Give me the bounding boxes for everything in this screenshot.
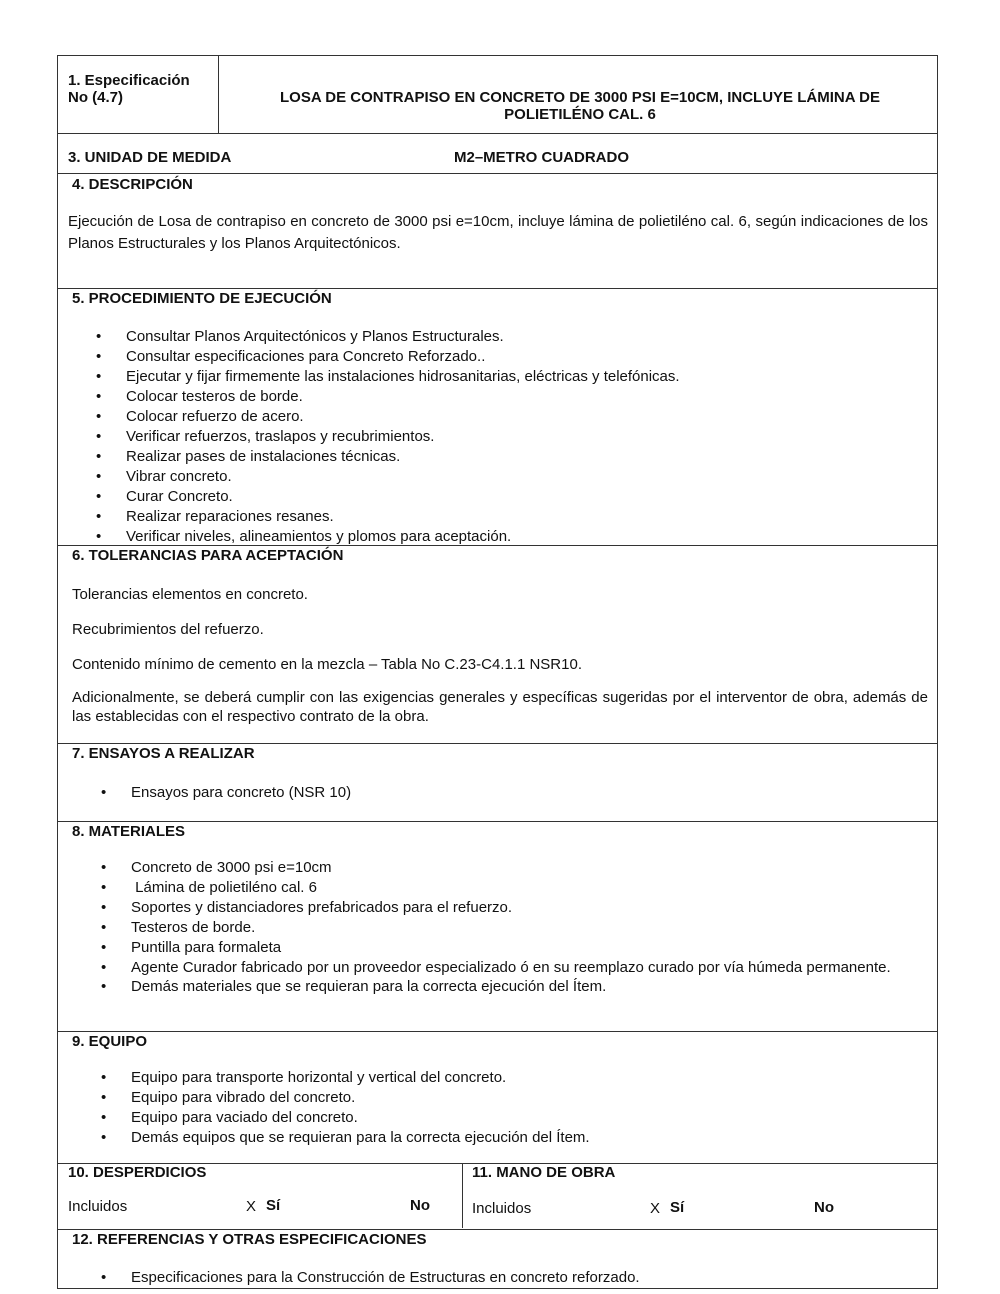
list-item: • Ejecutar y fijar firmemente las instalaciones hidrosanitarias, eléctricas y telefónicas. (96, 368, 680, 385)
tests-header: 7. ENSAYOS A REALIZAR (72, 745, 255, 762)
list-item: • Puntilla para formaleta (101, 939, 282, 956)
list-item: • Curar Concreto. (96, 488, 233, 505)
references-header: 12. REFERENCIAS Y OTRAS ESPECIFICACIONES (72, 1231, 427, 1248)
list-item: • Equipo para vibrado del concreto. (101, 1089, 356, 1106)
specification-sheet (57, 55, 938, 1289)
waste-labor-row (57, 1164, 938, 1230)
materials-section (57, 822, 938, 1032)
list-item: • Verificar refuerzos, traslapos y recubrimientos. (96, 428, 435, 445)
materials-header: 8. MATERIALES (72, 823, 186, 840)
labor-checkbox-mark[interactable]: X (650, 1200, 661, 1217)
list-item: • Verificar niveles, alineamientos y plomos para aceptación. (96, 528, 512, 545)
references-list (101, 1268, 931, 1288)
tolerances-text-2: Recubrimientos del refuerzo. (72, 621, 264, 638)
tests-section (57, 744, 938, 822)
list-item: • Vibrar concreto. (96, 468, 232, 485)
tests-list (101, 783, 931, 803)
labor-cell (464, 1164, 937, 1228)
waste-checkbox-mark[interactable]: X (246, 1198, 257, 1215)
equipment-section (57, 1032, 938, 1164)
description-text: Ejecución de Losa de contrapiso en concreto de 3000 psi e=10cm, incluye lámina de polietiléno cal. 6, según indicaciones de los Planos Estructurales y los Planos Arquitectónicos. (68, 213, 928, 252)
waste-cell (58, 1164, 463, 1228)
labor-no-option[interactable]: No (814, 1199, 834, 1216)
list-item: • Especificaciones para la Construcción de Estructuras en concreto reforzado. (101, 1269, 640, 1286)
equipment-list (101, 1068, 928, 1148)
spec-number-cell (58, 56, 219, 133)
unit-row (57, 134, 938, 174)
description-header: 4. DESCRIPCIÓN (72, 176, 193, 193)
tolerances-text-3: Contenido mínimo de cemento en la mezcla – Tabla No C.23-C4.1.1 NSR10. (72, 656, 582, 673)
list-item: • Lámina de polietiléno cal. 6 (101, 879, 317, 896)
spec-row (57, 55, 938, 134)
description-section (57, 174, 938, 289)
list-item: • Equipo para transporte horizontal y vertical del concreto. (101, 1069, 507, 1086)
list-item: • Demás materiales que se requieran para la correcta ejecución del Ítem. (101, 978, 607, 995)
waste-included-label: Incluidos (68, 1198, 128, 1215)
procedure-section (57, 289, 938, 546)
list-item: • Testeros de borde. (101, 919, 256, 936)
labor-included-label: Incluidos (472, 1200, 532, 1217)
procedure-header: 5. PROCEDIMIENTO DE EJECUCIÓN (72, 290, 332, 307)
list-item: • Concreto de 3000 psi e=10cm (101, 859, 332, 876)
procedure-list (96, 327, 926, 547)
labor-header: 11. MANO DE OBRA (472, 1164, 616, 1181)
spec-title: LOSA DE CONTRAPISO EN CONCRETO DE 3000 PSI E=10CM, INCLUYE LÁMINA DE POLIETILÉNO CAL. 6 (280, 89, 880, 123)
tolerances-text-1: Tolerancias elementos en concreto. (72, 586, 308, 603)
list-item: • Agente Curador fabricado por un proveedor especializado ó en su reemplazo curado por vía húmeda permanente. (101, 959, 891, 976)
waste-no-option[interactable]: No (410, 1197, 430, 1214)
list-item: • Consultar especificaciones para Concreto Reforzado.. (96, 348, 486, 365)
list-item: • Soportes y distanciadores prefabricados para el refuerzo. (101, 899, 513, 916)
labor-yes-option[interactable]: Sí (670, 1199, 685, 1216)
list-item: • Equipo para vaciado del concreto. (101, 1109, 358, 1126)
waste-header: 10. DESPERDICIOS (68, 1164, 207, 1181)
unit-value: M2–METRO CUADRADO (454, 149, 630, 166)
waste-yes-option[interactable]: Sí (266, 1197, 281, 1214)
references-section (57, 1230, 938, 1289)
tolerances-text-4: Adicionalmente, se deberá cumplir con las exigencias generales y específicas sugeridas por el interventor de obra, además de las establecidas con el respectivo contrato de la obra. (72, 689, 928, 725)
spec-number-label: 1. Especificación No (4.7) (68, 72, 190, 106)
list-item: • Consultar Planos Arquitectónicos y Planos Estructurales. (96, 328, 504, 345)
list-item: • Colocar testeros de borde. (96, 388, 303, 405)
list-item: • Realizar reparaciones resanes. (96, 508, 334, 525)
list-item: • Ensayos para concreto (NSR 10) (101, 784, 352, 801)
tolerances-header: 6. TOLERANCIAS PARA ACEPTACIÓN (72, 547, 344, 564)
unit-label: 3. UNIDAD DE MEDIDA (68, 149, 232, 166)
list-item: • Realizar pases de instalaciones técnicas. (96, 448, 401, 465)
tolerances-section (57, 546, 938, 744)
list-item: • Demás equipos que se requieran para la correcta ejecución del Ítem. (101, 1129, 590, 1146)
equipment-header: 9. EQUIPO (72, 1033, 148, 1050)
materials-list (101, 858, 928, 997)
list-item: • Colocar refuerzo de acero. (96, 408, 304, 425)
